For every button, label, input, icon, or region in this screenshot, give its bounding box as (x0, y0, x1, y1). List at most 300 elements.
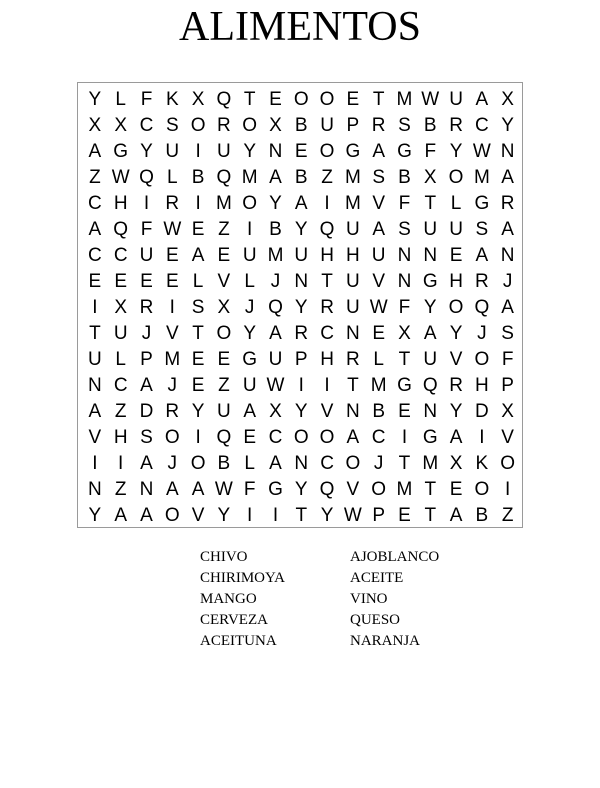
grid-letter[interactable]: X (114, 297, 128, 318)
grid-letter[interactable]: P (140, 349, 153, 370)
grid-letter[interactable]: V (449, 349, 463, 370)
grid-letter[interactable]: I (118, 453, 124, 474)
grid-letter[interactable]: I (195, 427, 201, 448)
grid-letter[interactable]: N (294, 453, 309, 474)
grid-letter[interactable]: U (423, 219, 438, 240)
grid-letter[interactable]: N (346, 323, 360, 344)
grid-letter[interactable]: T (347, 375, 359, 396)
grid-letter[interactable]: E (140, 271, 153, 292)
word-list-item: CERVEZA (200, 612, 268, 628)
grid-letter[interactable]: B (423, 115, 437, 136)
grid-letter[interactable]: U (449, 219, 463, 240)
grid-letter[interactable]: M (241, 167, 258, 188)
grid-letter[interactable]: A (269, 167, 282, 188)
grid-letter[interactable]: M (267, 245, 284, 266)
grid-letter[interactable]: B (475, 505, 489, 526)
grid-letter[interactable]: R (217, 115, 231, 136)
grid-letter[interactable]: M (473, 167, 490, 188)
grid-letter[interactable]: X (423, 167, 437, 188)
grid-letter[interactable]: Z (114, 479, 127, 500)
grid-letter[interactable]: U (371, 245, 386, 266)
grid-letter[interactable]: Z (218, 375, 230, 396)
grid-letter[interactable]: J (477, 323, 487, 344)
grid-letter[interactable]: D (474, 401, 489, 422)
grid-letter[interactable]: V (372, 271, 385, 292)
grid-letter[interactable]: C (320, 453, 334, 474)
grid-letter[interactable]: A (140, 453, 153, 474)
word-search-grid (82, 87, 520, 529)
grid-letter[interactable]: V (346, 479, 360, 500)
grid-letter[interactable]: E (398, 401, 411, 422)
grid-letter[interactable]: H (474, 375, 489, 396)
grid-letter[interactable]: O (319, 89, 335, 110)
grid-letter[interactable]: B (372, 401, 385, 422)
grid-letter[interactable]: L (115, 89, 126, 110)
grid-letter[interactable]: Z (218, 219, 230, 240)
grid-letter[interactable]: E (449, 479, 463, 500)
grid-letter[interactable]: O (190, 115, 206, 136)
grid-letter[interactable]: W (214, 479, 233, 500)
grid-letter[interactable]: A (423, 323, 437, 344)
grid-letter[interactable]: Q (422, 375, 438, 396)
grid-letter[interactable]: S (398, 115, 411, 136)
grid-letter[interactable]: H (346, 245, 360, 266)
grid-letter[interactable]: I (324, 193, 330, 214)
grid-letter[interactable]: Y (294, 219, 308, 240)
grid-letter[interactable]: I (195, 141, 201, 162)
grid-letter[interactable]: G (397, 141, 412, 162)
grid-letter[interactable]: U (139, 245, 154, 266)
grid-letter[interactable]: N (423, 245, 438, 266)
grid-letter[interactable]: L (167, 167, 178, 188)
grid-letter[interactable]: E (165, 271, 179, 292)
grid-letter[interactable]: T (192, 323, 204, 344)
word-list-item: MANGO (200, 591, 257, 607)
grid-letter[interactable]: Q (268, 297, 283, 318)
grid-letter[interactable]: C (88, 245, 102, 266)
grid-letter[interactable]: R (449, 115, 463, 136)
grid-letter[interactable]: F (243, 479, 256, 500)
grid-letter[interactable]: Q (216, 167, 232, 188)
grid-letter[interactable]: E (449, 245, 463, 266)
grid-letter[interactable]: N (268, 141, 283, 162)
grid-letter[interactable]: B (294, 115, 308, 136)
grid-letter[interactable]: G (113, 141, 129, 162)
grid-letter[interactable]: C (474, 115, 489, 136)
grid-letter[interactable]: X (269, 115, 282, 136)
grid-letter[interactable]: P (294, 349, 308, 370)
grid-letter[interactable]: A (140, 505, 153, 526)
grid-letter[interactable]: T (398, 349, 411, 370)
grid-letter[interactable]: D (139, 401, 154, 422)
grid-letter[interactable]: U (346, 219, 360, 240)
grid-letter[interactable]: Q (216, 427, 232, 448)
grid-letter[interactable]: N (88, 479, 102, 500)
grid-letter[interactable]: N (397, 271, 412, 292)
grid-letter[interactable]: I (272, 505, 279, 526)
grid-letter[interactable]: M (396, 89, 413, 110)
grid-letter[interactable]: I (505, 479, 511, 500)
grid-letter[interactable]: I (247, 219, 253, 240)
grid-letter[interactable]: I (479, 427, 485, 448)
grid-letter[interactable]: A (372, 219, 385, 240)
grid-letter[interactable]: U (242, 245, 257, 266)
grid-letter[interactable]: A (501, 297, 514, 318)
grid-letter[interactable]: S (475, 219, 489, 240)
grid-letter[interactable]: S (191, 297, 205, 318)
grid-letter[interactable]: S (372, 167, 385, 188)
grid-letter[interactable]: V (88, 427, 102, 448)
grid-letter[interactable]: V (372, 193, 385, 214)
grid-letter[interactable]: Y (449, 401, 463, 422)
grid-letter[interactable]: M (344, 167, 361, 188)
grid-letter[interactable]: I (401, 427, 408, 448)
grid-letter[interactable]: M (370, 375, 387, 396)
grid-letter[interactable]: Y (217, 505, 231, 526)
grid-letter[interactable]: F (140, 219, 153, 240)
grid-letter[interactable]: Y (449, 141, 463, 162)
grid-letter[interactable]: C (320, 323, 334, 344)
grid-letter[interactable]: A (88, 141, 102, 162)
grid-letter[interactable]: Y (269, 193, 282, 214)
grid-letter[interactable]: Y (449, 323, 463, 344)
grid-letter[interactable]: Z (114, 401, 127, 422)
grid-letter[interactable]: J (244, 297, 255, 318)
grid-letter[interactable]: G (268, 479, 283, 500)
grid-letter[interactable]: J (167, 453, 178, 474)
grid-letter[interactable]: V (165, 323, 179, 344)
grid-letter[interactable]: L (373, 349, 384, 370)
grid-letter[interactable]: N (500, 141, 515, 162)
grid-letter[interactable]: O (293, 427, 309, 448)
grid-letter[interactable]: O (242, 115, 258, 136)
grid-letter[interactable]: A (294, 193, 308, 214)
grid-letter[interactable]: Y (243, 141, 257, 162)
grid-letter[interactable]: E (191, 349, 205, 370)
grid-letter[interactable]: I (143, 193, 150, 214)
grid-letter[interactable]: E (346, 89, 360, 110)
grid-letter[interactable]: S (140, 427, 153, 448)
grid-letter[interactable]: I (195, 193, 201, 214)
grid-letter[interactable]: Y (88, 89, 102, 110)
grid-letter[interactable]: X (269, 401, 282, 422)
grid-letter[interactable]: O (448, 167, 464, 188)
grid-letter[interactable]: Y (501, 115, 514, 136)
grid-letter[interactable]: Y (320, 505, 334, 526)
grid-letter[interactable]: B (191, 167, 205, 188)
grid-letter[interactable]: K (475, 453, 489, 474)
grid-letter[interactable]: R (500, 193, 515, 214)
grid-letter[interactable]: O (448, 297, 464, 318)
word-list (200, 547, 500, 652)
grid-letter[interactable]: G (474, 193, 490, 214)
grid-letter[interactable]: Y (243, 323, 257, 344)
grid-letter[interactable]: Y (294, 401, 308, 422)
grid-letter[interactable]: E (88, 271, 102, 292)
grid-letter[interactable]: O (474, 349, 490, 370)
grid-letter[interactable]: R (165, 401, 180, 422)
grid-letter[interactable]: R (346, 349, 360, 370)
word-search-grid-frame (77, 82, 523, 528)
grid-letter[interactable]: R (294, 323, 309, 344)
grid-letter[interactable]: C (113, 245, 128, 266)
word-list-item: ACEITE (350, 570, 404, 586)
grid-letter[interactable]: H (113, 427, 128, 448)
grid-letter[interactable]: R (371, 115, 386, 136)
grid-letter[interactable]: U (320, 115, 334, 136)
puzzle-title: ALIMENTOS (179, 4, 421, 50)
grid-letter[interactable]: R (449, 375, 463, 396)
grid-letter[interactable]: I (247, 505, 253, 526)
grid-letter[interactable]: W (421, 89, 440, 110)
grid-letter[interactable]: R (474, 271, 489, 292)
grid-letter[interactable]: R (320, 297, 334, 318)
word-list-item: ACEITUNA (200, 633, 277, 649)
grid-letter[interactable]: A (191, 479, 205, 500)
grid-letter[interactable]: X (398, 323, 411, 344)
grid-letter[interactable]: E (294, 141, 308, 162)
grid-letter[interactable]: T (243, 89, 256, 110)
word-list-item: VINO (350, 591, 388, 607)
grid-letter[interactable]: T (424, 505, 437, 526)
grid-letter[interactable]: L (244, 453, 255, 474)
grid-letter[interactable]: C (371, 427, 386, 448)
grid-letter[interactable]: P (346, 115, 360, 136)
grid-letter[interactable]: G (397, 375, 412, 396)
grid-letter[interactable]: U (88, 349, 102, 370)
grid-letter[interactable]: F (424, 141, 437, 162)
grid-letter[interactable]: P (501, 375, 514, 396)
grid-letter[interactable]: S (165, 115, 179, 136)
grid-letter[interactable]: X (114, 115, 128, 136)
grid-letter[interactable]: M (344, 193, 361, 214)
grid-letter[interactable]: A (88, 219, 102, 240)
grid-letter[interactable]: E (243, 427, 257, 448)
grid-letter[interactable]: Y (191, 401, 205, 422)
grid-letter[interactable]: K (165, 89, 179, 110)
grid-letter[interactable]: A (88, 401, 102, 422)
grid-letter[interactable]: A (475, 245, 489, 266)
grid-letter[interactable]: O (474, 479, 490, 500)
grid-letter[interactable]: F (398, 297, 411, 318)
grid-letter[interactable]: E (165, 245, 179, 266)
grid-letter[interactable]: T (424, 193, 437, 214)
grid-letter[interactable]: J (141, 323, 152, 344)
grid-letter[interactable]: L (192, 271, 204, 292)
grid-letter[interactable]: F (501, 349, 514, 370)
grid-letter[interactable]: E (372, 323, 385, 344)
grid-letter[interactable]: N (294, 271, 309, 292)
grid-letter[interactable]: E (398, 505, 411, 526)
grid-letter[interactable]: E (191, 375, 205, 396)
grid-letter[interactable]: N (500, 245, 515, 266)
grid-letter[interactable]: I (92, 453, 98, 474)
grid-letter[interactable]: X (217, 297, 231, 318)
grid-letter[interactable]: O (500, 453, 516, 474)
grid-letter[interactable]: A (269, 323, 282, 344)
grid-letter[interactable]: N (397, 245, 412, 266)
grid-letter[interactable]: H (320, 349, 334, 370)
grid-letter[interactable]: N (346, 401, 360, 422)
grid-letter[interactable]: B (294, 167, 308, 188)
grid-letter[interactable]: A (165, 479, 179, 500)
grid-letter[interactable]: L (115, 349, 126, 370)
grid-letter[interactable]: A (501, 219, 514, 240)
grid-letter[interactable]: V (320, 401, 334, 422)
grid-letter[interactable]: R (165, 193, 180, 214)
grid-letter[interactable]: T (424, 479, 437, 500)
grid-letter[interactable]: U (165, 141, 180, 162)
grid-letter[interactable]: I (169, 297, 175, 318)
grid-letter[interactable]: S (398, 219, 411, 240)
grid-letter[interactable]: O (293, 89, 309, 110)
grid-letter[interactable]: X (501, 89, 514, 110)
grid-letter[interactable]: Z (89, 167, 101, 188)
grid-letter[interactable]: E (217, 245, 231, 266)
grid-letter[interactable]: B (269, 219, 282, 240)
grid-letter[interactable]: T (89, 323, 101, 344)
grid-letter[interactable]: M (422, 453, 439, 474)
grid-letter[interactable]: Z (501, 505, 514, 526)
grid-letter[interactable]: N (139, 479, 154, 500)
grid-letter[interactable]: T (372, 89, 385, 110)
grid-letter[interactable]: F (398, 193, 411, 214)
grid-letter[interactable]: G (242, 349, 258, 370)
grid-letter[interactable]: L (244, 271, 255, 292)
grid-letter[interactable]: Q (474, 297, 490, 318)
grid-letter[interactable]: Q (319, 479, 335, 500)
grid-letter[interactable]: E (191, 219, 205, 240)
grid-letter[interactable]: U (423, 349, 438, 370)
grid-letter[interactable]: U (217, 141, 231, 162)
grid-letter[interactable]: T (295, 505, 308, 526)
grid-letter[interactable]: I (92, 297, 98, 318)
grid-letter[interactable]: G (345, 141, 361, 162)
grid-letter[interactable]: C (268, 427, 283, 448)
grid-letter[interactable]: C (139, 115, 154, 136)
grid-letter[interactable]: A (114, 505, 128, 526)
grid-letter[interactable]: A (191, 245, 205, 266)
grid-letter[interactable]: A (475, 89, 489, 110)
grid-letter[interactable]: L (450, 193, 462, 214)
grid-letter[interactable]: U (346, 271, 360, 292)
grid-letter[interactable]: X (88, 115, 102, 136)
grid-letter[interactable]: W (111, 167, 130, 188)
grid-letter[interactable]: I (298, 375, 304, 396)
grid-letter[interactable]: W (369, 297, 388, 318)
grid-letter[interactable]: O (242, 193, 258, 214)
grid-letter[interactable]: A (449, 427, 463, 448)
grid-letter[interactable]: W (343, 505, 362, 526)
grid-letter[interactable]: U (449, 89, 463, 110)
grid-letter[interactable]: R (139, 297, 154, 318)
grid-letter[interactable]: X (449, 453, 463, 474)
grid-letter[interactable]: O (190, 453, 206, 474)
grid-letter[interactable]: V (191, 505, 205, 526)
grid-letter[interactable]: J (502, 271, 513, 292)
grid-letter[interactable]: G (422, 271, 438, 292)
grid-letter[interactable]: E (269, 89, 282, 110)
grid-letter[interactable]: Y (423, 297, 437, 318)
grid-letter[interactable]: Y (88, 505, 102, 526)
grid-letter[interactable]: U (217, 401, 231, 422)
grid-letter[interactable]: O (216, 323, 232, 344)
grid-letter[interactable]: O (164, 427, 180, 448)
grid-letter[interactable]: A (449, 505, 463, 526)
grid-letter[interactable]: A (140, 375, 153, 396)
grid-letter[interactable]: H (449, 271, 463, 292)
grid-letter[interactable]: U (294, 245, 309, 266)
grid-letter[interactable]: U (242, 375, 257, 396)
grid-letter[interactable]: U (346, 297, 360, 318)
grid-letter[interactable]: H (113, 193, 128, 214)
grid-letter[interactable]: B (398, 167, 411, 188)
grid-letter[interactable]: Q (319, 219, 335, 240)
grid-letter[interactable]: X (191, 89, 205, 110)
grid-letter[interactable]: V (217, 271, 231, 292)
grid-letter[interactable]: Y (294, 297, 308, 318)
grid-letter[interactable]: Q (216, 89, 232, 110)
grid-letter[interactable]: T (398, 453, 411, 474)
grid-letter[interactable]: A (346, 427, 360, 448)
grid-letter[interactable]: M (396, 479, 413, 500)
grid-letter[interactable]: G (422, 427, 438, 448)
grid-letter[interactable]: A (243, 401, 257, 422)
grid-letter[interactable]: N (423, 401, 438, 422)
grid-letter[interactable]: U (113, 323, 128, 344)
grid-letter[interactable]: Z (321, 167, 333, 188)
grid-letter[interactable]: W (472, 141, 491, 162)
word-list-item: NARANJA (350, 633, 421, 649)
grid-letter[interactable]: O (345, 453, 361, 474)
grid-letter[interactable]: E (217, 349, 231, 370)
grid-letter[interactable]: M (215, 193, 232, 214)
grid-letter[interactable]: A (269, 453, 282, 474)
grid-letter[interactable]: O (164, 505, 180, 526)
grid-letter[interactable]: S (501, 323, 514, 344)
word-list-item: CHIRIMOYA (200, 570, 286, 586)
grid-letter[interactable]: Q (113, 219, 129, 240)
grid-letter[interactable]: Y (140, 141, 153, 162)
grid-letter[interactable]: J (270, 271, 281, 292)
grid-letter[interactable]: Q (139, 167, 154, 188)
grid-letter[interactable]: E (114, 271, 128, 292)
grid-letter[interactable]: W (266, 375, 285, 396)
grid-letter[interactable]: O (371, 479, 387, 500)
grid-letter[interactable]: J (167, 375, 178, 396)
grid-letter[interactable]: V (501, 427, 514, 448)
grid-letter[interactable]: P (372, 505, 385, 526)
grid-letter[interactable]: A (501, 167, 514, 188)
grid-letter[interactable]: J (373, 453, 384, 474)
grid-letter[interactable]: C (113, 375, 128, 396)
grid-letter[interactable]: W (163, 219, 182, 240)
grid-letter[interactable]: C (88, 193, 102, 214)
grid-letter[interactable]: U (268, 349, 283, 370)
grid-letter[interactable]: Y (294, 479, 308, 500)
grid-letter[interactable]: O (319, 427, 335, 448)
grid-letter[interactable]: A (372, 141, 385, 162)
grid-letter[interactable]: I (324, 375, 330, 396)
grid-letter[interactable]: N (88, 375, 102, 396)
grid-letter[interactable]: O (319, 141, 335, 162)
grid-letter[interactable]: B (217, 453, 231, 474)
grid-letter[interactable]: H (320, 245, 334, 266)
grid-letter[interactable]: M (164, 349, 181, 370)
grid-letter[interactable]: F (140, 89, 153, 110)
grid-letter[interactable]: T (321, 271, 333, 292)
grid-letter[interactable]: X (501, 401, 514, 422)
